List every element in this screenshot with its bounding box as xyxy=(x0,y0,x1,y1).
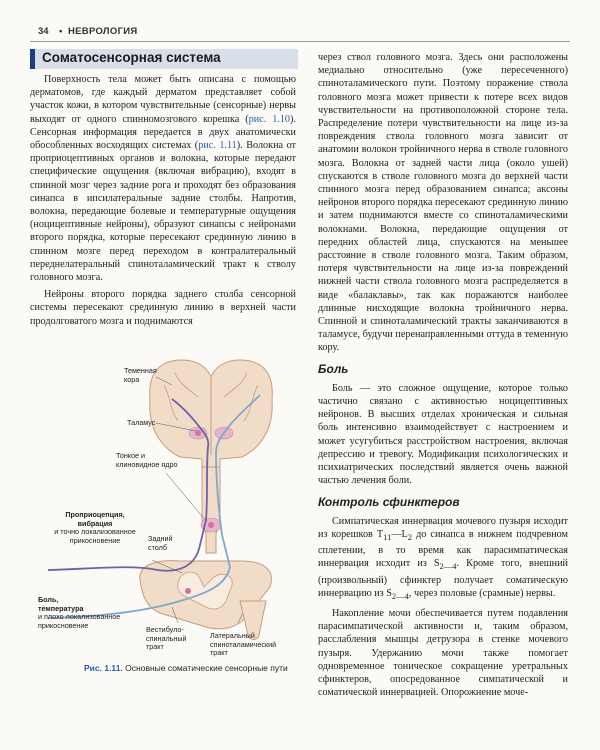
paragraph: Поверхность тела может быть описана с помощью дерматомов, где каждый дерматом представляет собой участок кожи, в котором чувствительные (сенсорные) нервы выходят от одного спинномозгового корешка (рис. 1.10). Сенсорная информация передается в двух анатомически обособленных восходящих системах (рис. 1.11). Волокна от проприоцептивных органов и волокна, которые передают специфические ощущения (включая вибрацию), входят в спинной мозг через задние рога и проходят без образования синапса в ипсилатеральные задние столбы. Напротив, волокна, передающие болевые и температурные ощущения (ноцицептивные нейроны), образуют синапсы с нейронами второго порядка, которые пересекают срединную линию в спинном мозге перед переходом в контралатеральный переднелатеральный спиноталамический тракт к стволу головного мозга. xyxy=(30,74,296,284)
label-lateral-spinothalamic: Латеральный спиноталамический тракт xyxy=(210,631,277,658)
paragraph: через ствол головного мозга. Здесь они расположены медиально относительно (уже пересеченного) спиноталамического пути. Поэтому поражение ствола головного мозга может привести к потере всех видов чувствительности на противоположной стороне тела. Распределение потери чувствительности на лице из-за повреждения ствола головного мозга зависит от анатомии волокон тройничного нерва в стволе головного мозга. Волокна от задней части лица (около ушей) спускаются в стволе головного мозга до верхней части спинного мозга перед образованием синапса; аксоны нейронов второго порядка пересекают срединную линию и затем поднимаются вместе со спиноталамическими волокнами. Волокна, передающие ощущения от передних областей лица, спускаются на меньшее расстояние в стволе головного мозга. Таким образом, потеря чувствительности на лице из-за повреждений нижней части ствола головного мозга распределяется в виде «балаклавы», так как поражаются наиболее длинные нисходящие волокна тройничного нерва. Спинной и спиноталамический тракты заканчиваются в таламусе, будучи перенаправленными оттуда в теменную кору. xyxy=(318,52,568,354)
figure-link-1-10[interactable]: рис. 1.10 xyxy=(248,113,291,125)
running-header xyxy=(38,26,568,38)
caption-number: Рис. 1.11. xyxy=(84,663,123,673)
subheading-sphincter-control: Контроль сфинктеров xyxy=(318,494,460,509)
nucleus-synapse xyxy=(208,522,214,528)
figure-caption xyxy=(84,663,304,673)
label-dorsal-column: Задний столб xyxy=(148,534,173,552)
subheading-pain: Боль xyxy=(318,361,349,376)
paragraph: Боль — это сложное ощущение, которое только частично связано с активностью ноцицептивных нейронов. В высших отделах хроническая и сильная боль интенсивно взаимодействует с настроением и может усугубиться расстройством настроения, включая депрессию и тревогу. Модификация психологических и психиатрических последствий является очень важной частью лечения боли. xyxy=(318,382,568,487)
header-bullet: • xyxy=(59,26,63,37)
left-column xyxy=(30,73,296,332)
paragraph: Симпатическая иннервация мочевого пузыря исходит из корешков $T_{11}—L_2$ до синапса в нижнем подчревном сплетении, в то время как парасимпатическая иннервация исходит из $S_{2—4}$. Кроме того, внешний (произвольный) сфинктер получает соматическую иннервацию из $S_{2—4}$, через половые (срамные) нервы. xyxy=(318,515,568,601)
header-rule xyxy=(30,41,570,42)
heading-title: Соматосенсорная система xyxy=(42,50,221,65)
figure-link-1-11[interactable]: рис. 1.11 xyxy=(198,140,237,152)
section-title: НЕВРОЛОГИЯ xyxy=(68,26,138,37)
label-vestibulospinal: Вестибуло- спинальный тракт xyxy=(146,625,187,652)
label-proprioception: Проприоцепция, вибрация и точно локализованное прикосновение xyxy=(54,510,136,545)
chapter-heading xyxy=(30,49,298,69)
label-pain-temperature: Боль, температура и плохо локализованное прикосновение xyxy=(38,595,121,630)
brain-section xyxy=(150,360,273,467)
right-column xyxy=(318,51,568,703)
label-parietal-cortex: Теменная кора xyxy=(124,366,157,384)
paragraph: Накопление мочи обеспечивается путем подавления парасимпатической активности и, таким образом, расслабления мышцы детрузора в стенке мочевого пузыря. Удержанию мочи также помогает одновременное тоническое сокращение уретральных сфинктеров, опосредованное симпатической и соматической иннервацией. Опорожнение моче- xyxy=(318,608,568,699)
figure-1-11 xyxy=(30,355,310,658)
heading-accent-bar xyxy=(30,49,35,69)
paragraph: Нейроны второго порядка заднего столба сенсорной системы пересекают срединную линию в верхней части продолговатого мозга и поднимаются xyxy=(30,289,296,327)
page-number: 34 xyxy=(38,26,49,37)
caption-text: Основные соматические сенсорные пути xyxy=(125,663,288,673)
dorsal-horn-synapse xyxy=(185,588,191,594)
label-gracile-cuneate: Тонкое и клиновидное ядро xyxy=(116,451,178,469)
label-thalamus: Таламус xyxy=(127,418,156,427)
